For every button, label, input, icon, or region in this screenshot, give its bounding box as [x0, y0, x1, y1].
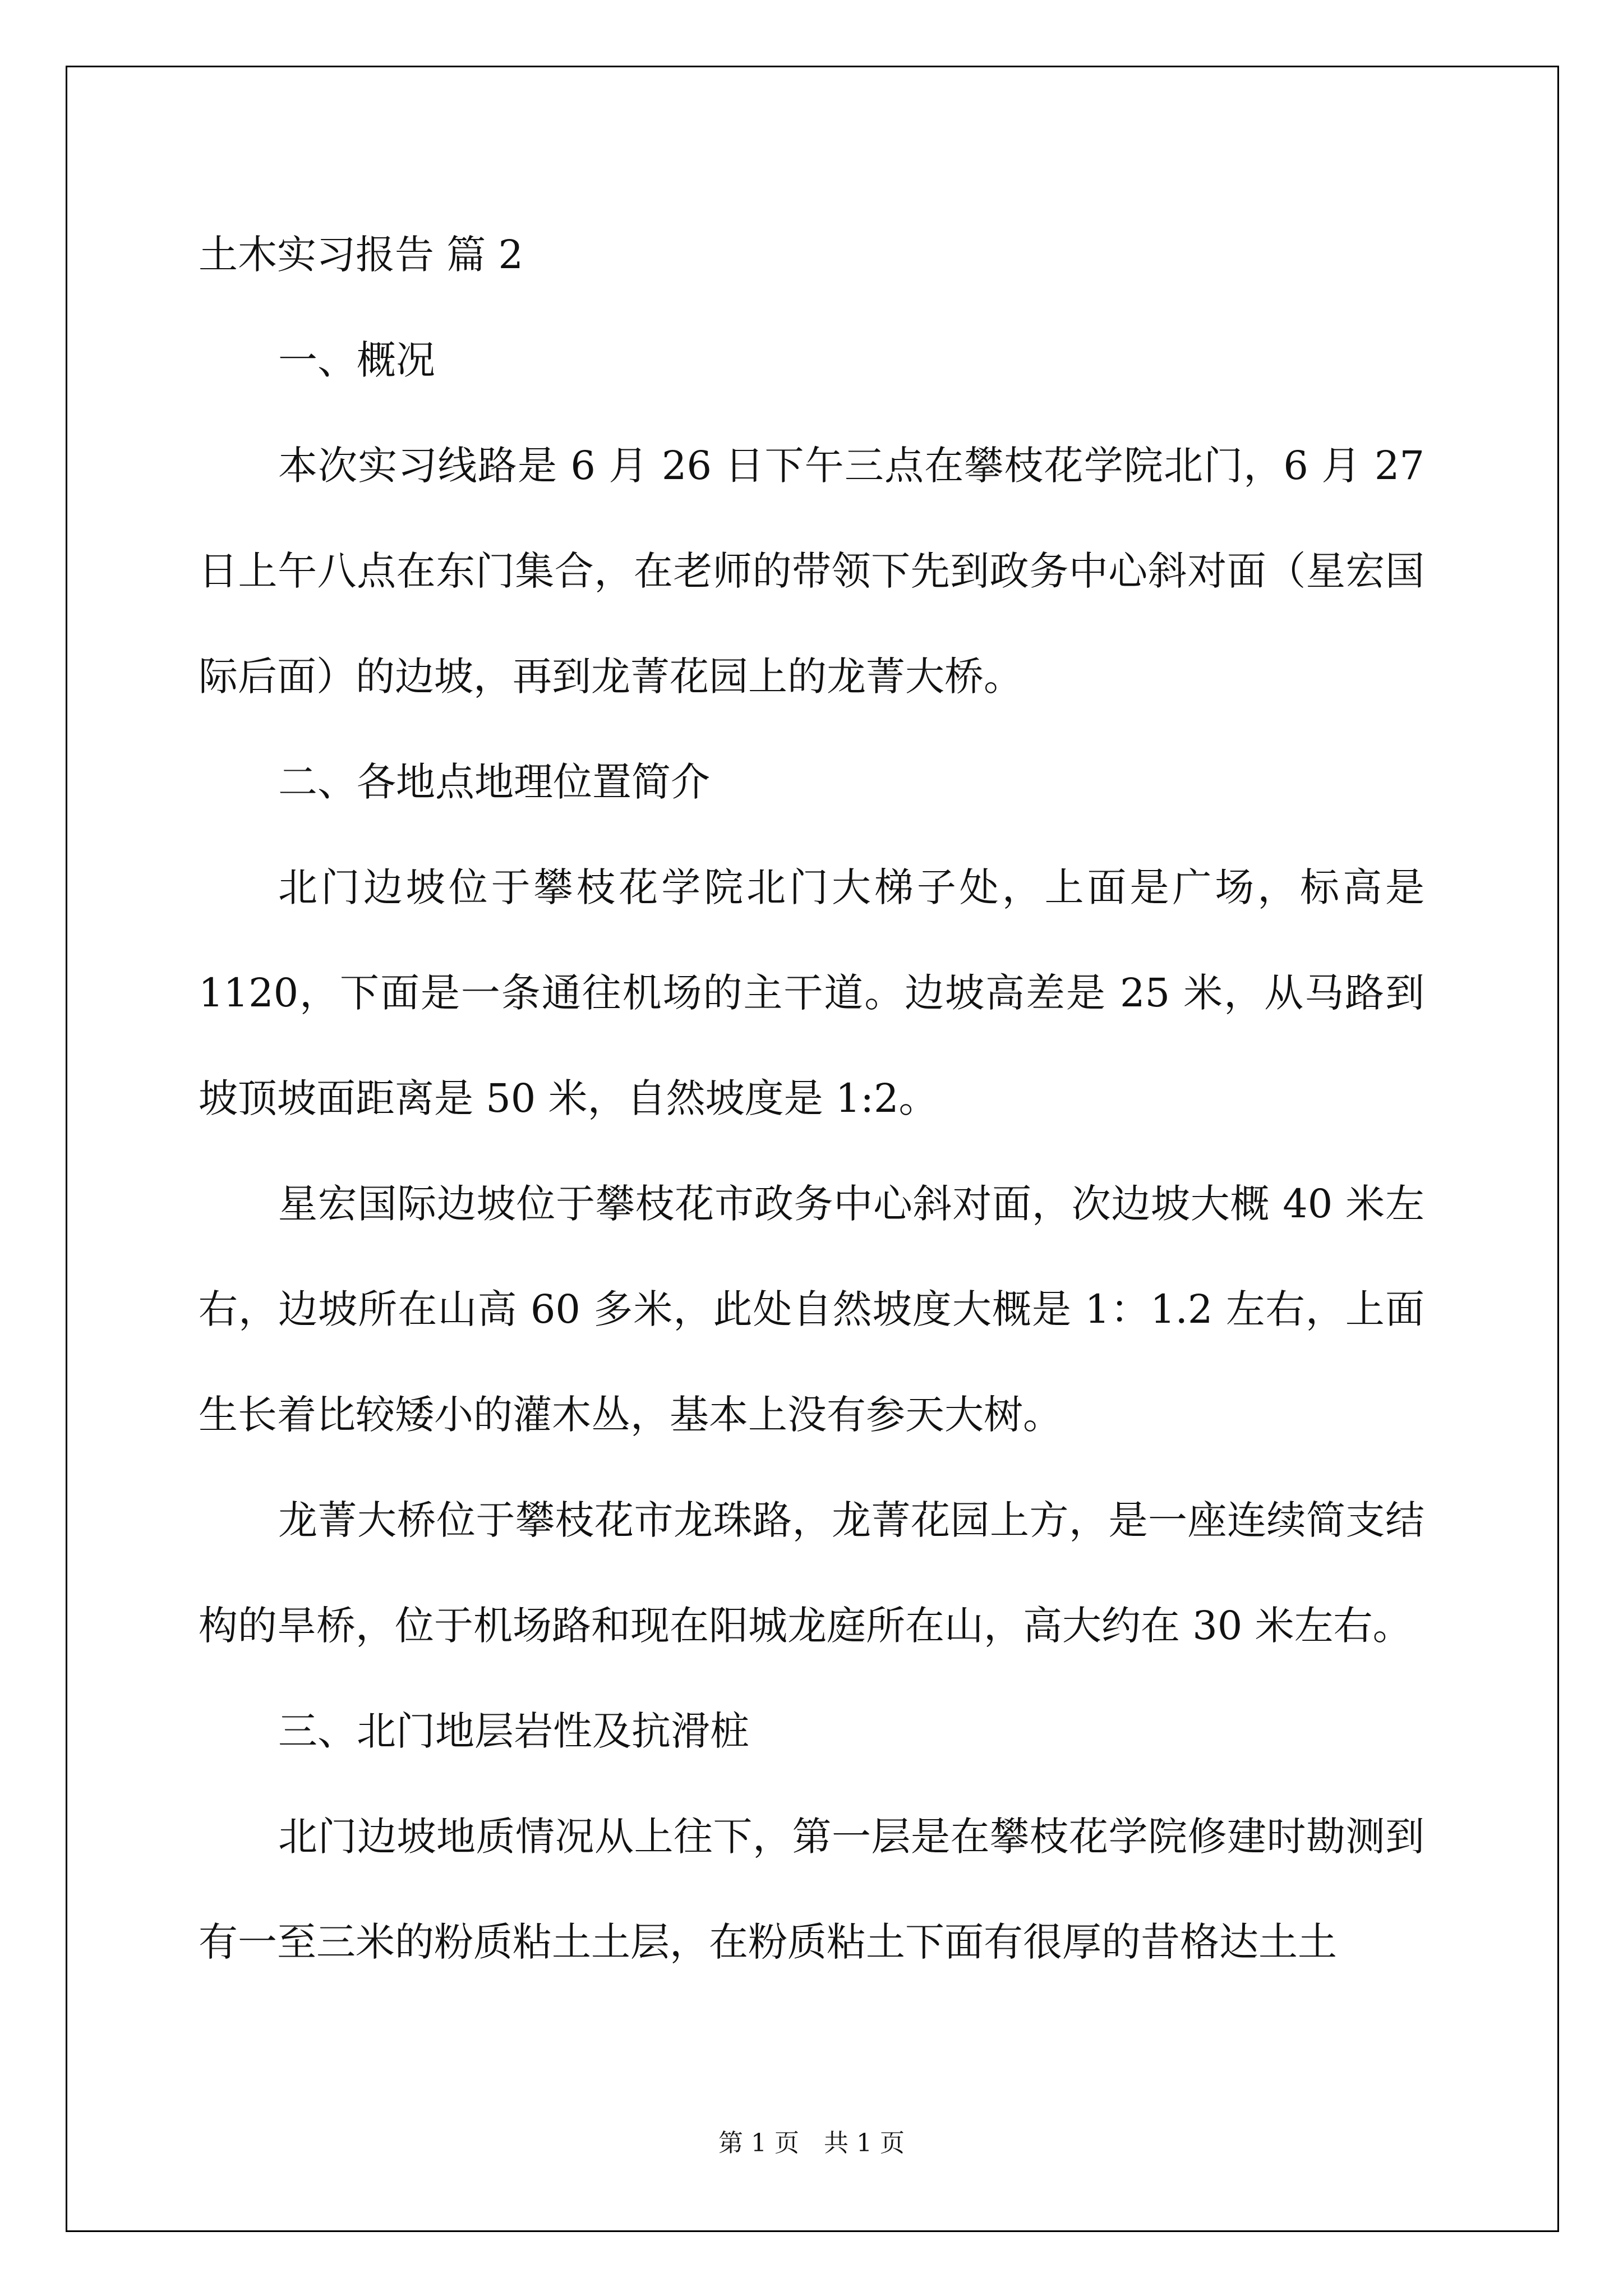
- paragraph-xinghong-slope: 星宏国际边坡位于攀枝花市政务中心斜对面，次边坡大概 40 米左右，边坡所在山高 60 多米，此处自然坡度大概是 1：1.2 左右，上面生长着比较矮小的灌木丛，基本上没有参天大树。: [199, 1181, 1424, 1438]
- page-footer: 第 1 页 共 1 页: [718, 2129, 905, 2157]
- paragraph-geology: 北门边坡地质情况从上往下，第一层是在攀枝花学院修建时勘测到有一至三米的粉质粘土土层，在粉质粘土下面有很厚的昔格达土土: [199, 1814, 1424, 1965]
- section-heading-locations: 二、各地点地理位置简介: [278, 759, 710, 805]
- section-heading-strata: 三、北门地层岩性及抗滑桩: [278, 1708, 749, 1754]
- paragraph-longjing-bridge: 龙菁大桥位于攀枝花市龙珠路，龙菁花园上方，是一座连续简支结构的旱桥，位于机场路和现在阳城龙庭所在山，高大约在 30 米左右。: [199, 1497, 1424, 1649]
- section-heading-overview: 一、概况: [278, 337, 435, 383]
- paragraph-route: 本次实习线路是 6 月 26 日下午三点在攀枝花学院北门，6 月 27 日上午八点在东门集合，在老师的带领下先到政务中心斜对面（星宏国际后面）的边坡，再到龙菁花园上的龙菁大桥。: [199, 443, 1424, 700]
- document-body: [199, 202, 1424, 1995]
- document-title: 土木实习报告 篇 2: [199, 232, 524, 278]
- paragraph-north-gate-slope: 北门边坡位于攀枝花学院北门大梯子处，上面是广场，标高是 1120，下面是一条通往机场的主干道。边坡高差是 25 米，从马路到坡顶坡面距离是 50 米，自然坡度是 1:2。: [199, 864, 1424, 1121]
